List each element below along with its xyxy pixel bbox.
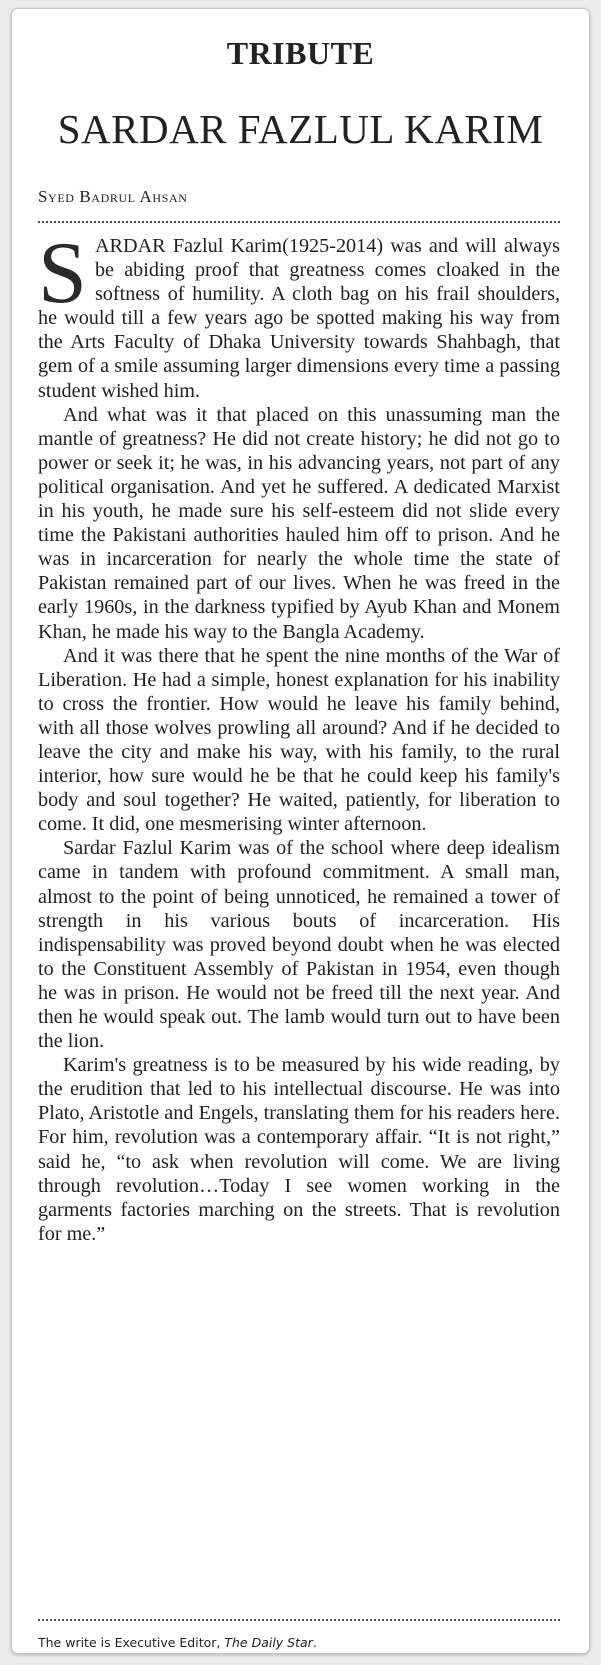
section-kicker: TRIBUTE — [226, 35, 375, 71]
paragraph-2: And what was it that placed on this unassuming man the mantle of greatness? He did not create history; he did not go to power or seek it; he was, in his advancing years, not part of any political organisation. And yet he suffered. A dedicated Marxist in his youth, he made sure his self-esteem did not slide every time the Pakistani authorities hauled him off to prison. And he was in incarceration for nearly the whole time the state of Pakistan remained part of our lives. When he was freed in the early 1960s, in the darkness typified by Ayub Khan and Monem Khan, he made his way to the Bangla Academy. — [38, 403, 560, 643]
paragraph-5: Karim's greatness is to be measured by his wide reading, by the erudition that led to his intellectual discourse. He was into Plato, Aristotle and Engels, translating them for his readers here. For him, revolution was a contemporary affair. “It is not right,” said he, “to ask when revolution will come. We are living through revolution…Today I see women working in the garments factories marching on the streets. That is revolution for me.” — [38, 1054, 560, 1245]
article-title: SARDAR FAZLUL KARIM — [57, 106, 544, 152]
credit-suffix: . — [312, 1635, 317, 1650]
drop-cap: S — [38, 225, 87, 322]
article-body — [38, 225, 560, 1246]
paragraph-3: And it was there that he spent the nine months of the War of Liberation. He had a simple, honest explanation for his inability to cross the frontier. How would he leave his family behind, with all those wolves prowling all around? And if he decided to leave the city and make his way, with his family, to the rural interior, how sure would he be that he could keep his family's body and soul together? He waited, patiently, for liberation to come. It did, one mesmerising winter afternoon. — [38, 644, 560, 836]
author-credit — [38, 1635, 317, 1650]
paragraph-4: Sardar Fazlul Karim was of the school where deep idealism came in tandem with profound commitment. A small man, almost to the point of being unnoticed, he remained a tower of strength in his various bouts of incarceration. His indispensability was proved beyond doubt when he was elected to the Constituent Assembly of Pakistan in 1954, even though he was in prison. He would not be freed till the next year. And then he would speak out. The lamb would turn out to have been the lion. — [38, 837, 560, 1053]
paragraph-1-text: ARDAR Fazlul Karim(1925-2014) was and will always be abiding proof that greatness comes cloaked in the softness of humility. A cloth bag on his frail shoulders, he would till a few years ago be spotted making his way from the Arts Faculty of Dhaka University towards Shahbagh, that gem of a smile assuming larger dimensions every time a passing student wished him. — [38, 235, 560, 402]
top-dotted-divider — [38, 221, 560, 223]
paragraph-1 — [38, 225, 560, 403]
article-card — [11, 8, 590, 1654]
byline: Syed Badrul Ahsan — [38, 187, 188, 206]
credit-prefix: The write is Executive Editor, — [38, 1635, 225, 1650]
credit-publication: The Daily Star — [224, 1635, 313, 1650]
bottom-dotted-divider — [38, 1619, 560, 1621]
